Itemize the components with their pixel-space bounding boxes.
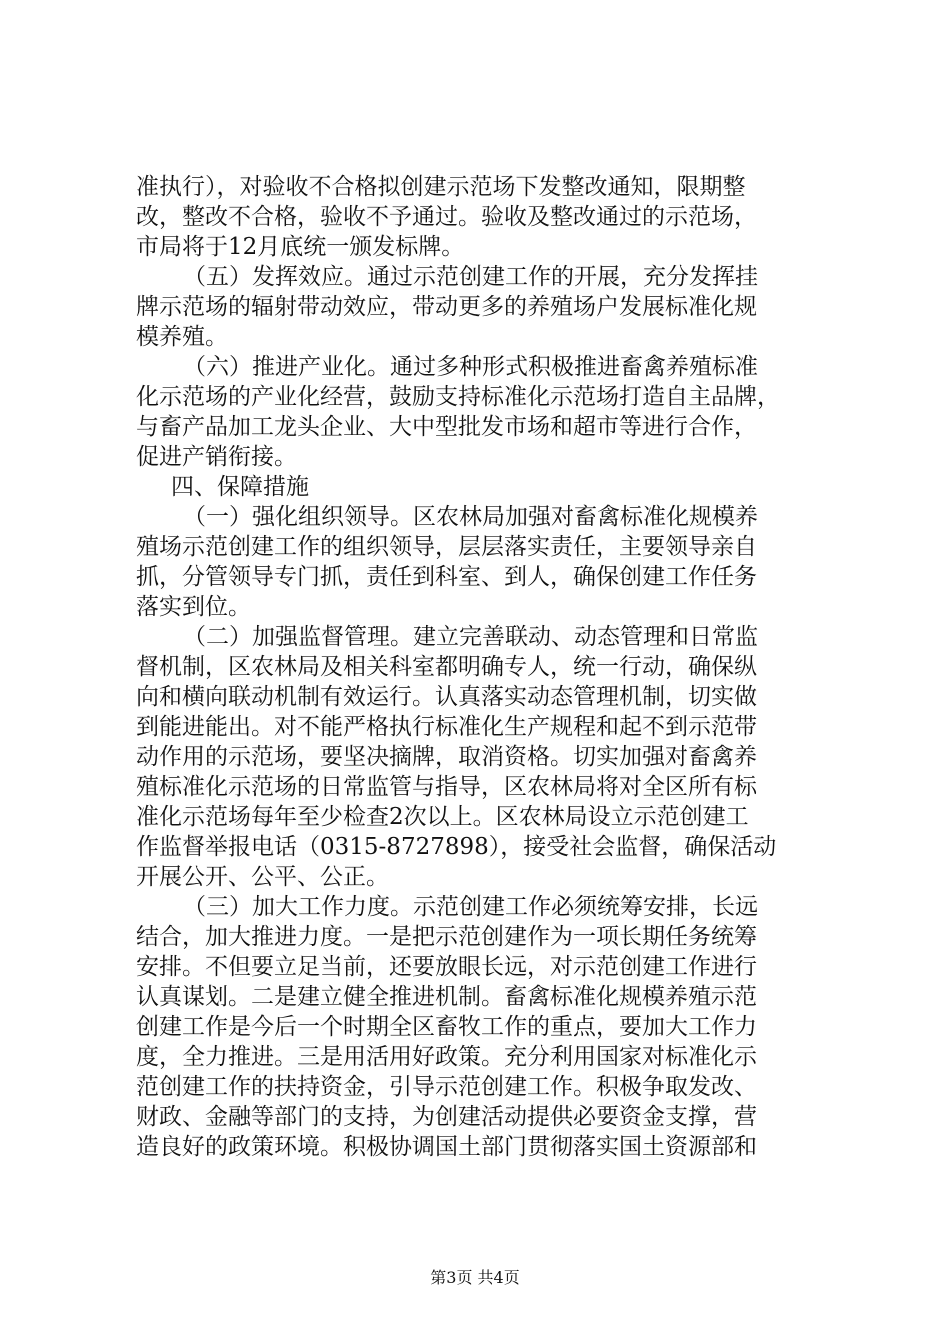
text-line: 开展公开、公平、公正。 [136,864,389,890]
text-line: 牌示范场的辐射带动效应，带动更多的养殖场户发展标准化规 [136,294,757,320]
page-number-footer: 第3页 共4页 [430,1268,520,1287]
text-line: 促进产销衔接。 [136,444,297,470]
text-line: 准执行），对验收不合格拟创建示范场下发整改通知，限期整 [136,174,746,200]
paragraph-heading-line: （三）加大工作力度。示范创建工作必须统筹安排，长远 [183,894,758,920]
text-line: 向和横向联动机制有效运行。认真落实动态管理机制，切实做 [136,684,757,710]
text-line: 殖标准化示范场的日常监管与指导，区农林局将对全区所有标 [136,774,757,800]
text-line: 殖场示范创建工作的组织领导，层层落实责任，主要领导亲自 [136,534,757,560]
paragraph-heading-line: （一）强化组织领导。区农林局加强对畜禽标准化规模养 [183,504,758,530]
text-line: 与畜产品加工龙头企业、大中型批发市场和超市等进行合作， [136,414,757,440]
text-line: 改，整改不合格，验收不予通过。验收及整改通过的示范场， [136,204,757,230]
paragraph-heading-line: （五）发挥效应。通过示范创建工作的开展，充分发挥挂 [183,264,758,290]
text-line: 督机制，区农林局及相关科室都明确专人，统一行动，确保纵 [136,654,757,680]
text-line: 度，全力推进。三是用活用好政策。充分利用国家对标准化示 [136,1044,757,1070]
paragraph-heading-line: （六）推进产业化。通过多种形式积极推进畜禽养殖标准 [183,354,758,380]
text-line: 安排。不但要立足当前，还要放眼长远，对示范创建工作进行 [136,954,757,980]
text-line: 动作用的示范场，要坚决摘牌，取消资格。切实加强对畜禽养 [136,744,757,770]
text-line: 抓，分管领导专门抓，责任到科室、到人，确保创建工作任务 [136,564,757,590]
text-line: 落实到位。 [136,594,251,620]
text-line: 到能进能出。对不能严格执行标准化生产规程和起不到示范带 [136,714,757,740]
text-line: 模养殖。 [136,324,228,350]
document-body [136,172,836,1162]
text-line: 市局将于12月底统一颁发标牌。 [136,234,465,260]
text-line: 化示范场的产业化经营，鼓励支持标准化示范场打造自主品牌， [136,384,780,410]
text-line: 造良好的政策环境。积极协调国土部门贯彻落实国土资源部和 [136,1134,757,1160]
text-line: 准化示范场每年至少检查2次以上。区农林局设立示范创建工 [136,804,749,830]
text-line: 作监督举报电话（0315-8727898），接受社会监督，确保活动 [136,834,777,860]
text-line: 认真谋划。二是建立健全推进机制。畜禽标准化规模养殖示范 [136,984,757,1010]
text-line: 创建工作是今后一个时期全区畜牧工作的重点，要加大工作力 [136,1014,757,1040]
text-line: 结合，加大推进力度。一是把示范创建作为一项长期任务统筹 [136,924,757,950]
section-heading: 四、保障措施 [171,474,309,500]
paragraph-heading-line: （二）加强监督管理。建立完善联动、动态管理和日常监 [183,624,758,650]
text-line: 范创建工作的扶持资金，引导示范创建工作。积极争取发改、 [136,1074,757,1100]
text-line: 财政、金融等部门的支持，为创建活动提供必要资金支撑，营 [136,1104,757,1130]
